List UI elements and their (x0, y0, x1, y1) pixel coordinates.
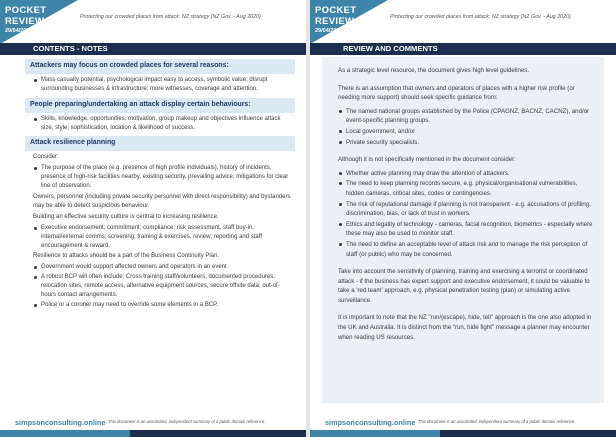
page-footer (310, 410, 616, 437)
paragraph: Building an effective security culture is central to increasing resilience. (33, 213, 219, 220)
section-title: REVIEW AND COMMENTS (310, 43, 616, 55)
section-title: CONTENTS - NOTES (0, 43, 306, 55)
paragraph: Consider: (33, 154, 59, 161)
brand-date: 29/04/2021 (315, 28, 343, 34)
document-subtitle: Protecting our crowded places from attack: NZ strategy (NZ Gov. - Aug 2020) (390, 14, 571, 20)
notes-content (30, 59, 292, 311)
list-item: Local government, and/or (338, 127, 596, 137)
band-heading: Attack resilience planning (25, 136, 295, 151)
brand-line-2: REVIEW (315, 16, 355, 27)
list-item: Ethics and legality of technology - cameras, facial recognition, biometrics - especially where these may also be used to monitor staff. (338, 220, 596, 239)
right-page (310, 0, 616, 437)
brand-line-1: POCKET (315, 5, 357, 16)
left-page (0, 0, 306, 437)
list (338, 107, 596, 147)
list-item: The named national groups established by the Police (CPAGNZ, BACNZ, CACNZ), and/or event-specific planning groups. (338, 107, 596, 126)
list-item: Skills, knowledge, opportunities, motivation, group makeup and objectives influence attack size, style; sophistication, location & likelihood of success. (33, 115, 292, 133)
list-item: Private security specialists. (338, 138, 596, 148)
list-item: The need to define an acceptable level of attack risk and to manage the risk perception of staff (or public) who may be concerned. (338, 240, 596, 259)
band-heading: Attackers may focus on crowded places for several reasons: (25, 59, 295, 74)
footer-site-link[interactable]: simpsonconsulting.online (325, 418, 416, 427)
list-item: Government would support affected owners and operators in an event (33, 263, 292, 272)
list-item: Executive endorsement; commitment; compliance; risk assessment, staff buy-in, internal/external comms; screening; training & exercises, review; reporting and staff encouragement & reward. (33, 224, 292, 251)
page-footer (0, 410, 306, 437)
footer-strip (310, 430, 616, 437)
paragraph: Although it is not specifically mentioned in the document consider: (338, 156, 516, 164)
list-item: The risk of reputational damage if planning is not transparent - e.g. accusations of profiling, discrimination, bias, or lack of trust in workers. (338, 200, 596, 219)
brand-line-1: POCKET (5, 5, 47, 16)
list (33, 263, 292, 310)
band-heading: People preparing/undertaking an attack display certain behaviours: (25, 98, 295, 113)
footer-strip (0, 430, 306, 437)
footer-note: This document is an unsolicited, independent summary of a public domain reference. (418, 419, 576, 424)
list-item: The need to keep planning records secure, e.g. physical/organisational vulnerabilities, hidden cameras, critical sites, codes or contingencies. (338, 179, 596, 198)
list-item: Police or a coroner may need to override some elements in a BCP. (33, 301, 292, 310)
paragraph: It is important to note that the NZ "run/(escape), hide, tell" approach is the one also adopted in the UK and Australia. It is distinct from the "run, hide fight" message a planner may encounter when reading US resources. (338, 314, 592, 341)
list-item: The purpose of the place (e.g. presence of high profile individuals), history of incidents, presence of high-risk facilities nearby, existing security, prevailing advice; mitigations for clear line of observation. (33, 164, 292, 191)
paragraph: Take into account the sensitivity of planning, training and exercising a terrorist or coordinated attack - if the business has expert support and executive endorsement, it could be valuable to take a 'red team' approach, e.g. physical penetration testing (plan) or simulating active surveillance. (338, 268, 590, 304)
review-panel (322, 57, 604, 403)
document-subtitle: Protecting our crowded places from attack: NZ strategy (NZ Gov. - Aug 2020) (80, 14, 261, 20)
brand-block (315, 5, 356, 35)
list (33, 115, 292, 133)
footer-site-link[interactable]: simpsonconsulting.online (15, 418, 106, 427)
list-item: Whether active planning may draw the attention of attackers. (338, 169, 596, 179)
brand-block (5, 5, 46, 35)
brand-line-2: REVIEW (5, 16, 45, 27)
list-item: Mass casualty potential, psychological impact easy to access, symbolic value; disrupt surrounding businesses & infrastructure; more witnesses, coverage and attention. (33, 76, 292, 94)
review-content (338, 62, 596, 346)
paragraph: Resilience to attacks should be a part of the Business Continuity Plan. (33, 253, 220, 260)
list-item: A robust BCP will often include: Cross training staff/volunteers, documented procedures, relocation sites, remote access, alternative equipment sources, secure offsite data; out-of-hours contact arrangements. (33, 273, 292, 300)
paragraph: As a strategic level resource, the document gives high level guidelines. (338, 67, 530, 74)
list (33, 76, 292, 94)
brand-date: 29/04/2021 (5, 28, 33, 34)
list (338, 169, 596, 259)
footer-note: This document is an unsolicited, independent summary of a public domain reference. (108, 419, 266, 424)
paragraph: Owners, personnel (including private security personnel with direct responsibility) and bystanders may be able to detect suspicious behaviour. (33, 193, 291, 209)
list (33, 164, 292, 191)
list (33, 224, 292, 251)
paragraph: There is an assumption that owners and operators of places with a higher risk profile (or needing more support) should seek specific guidance from: (338, 84, 575, 102)
